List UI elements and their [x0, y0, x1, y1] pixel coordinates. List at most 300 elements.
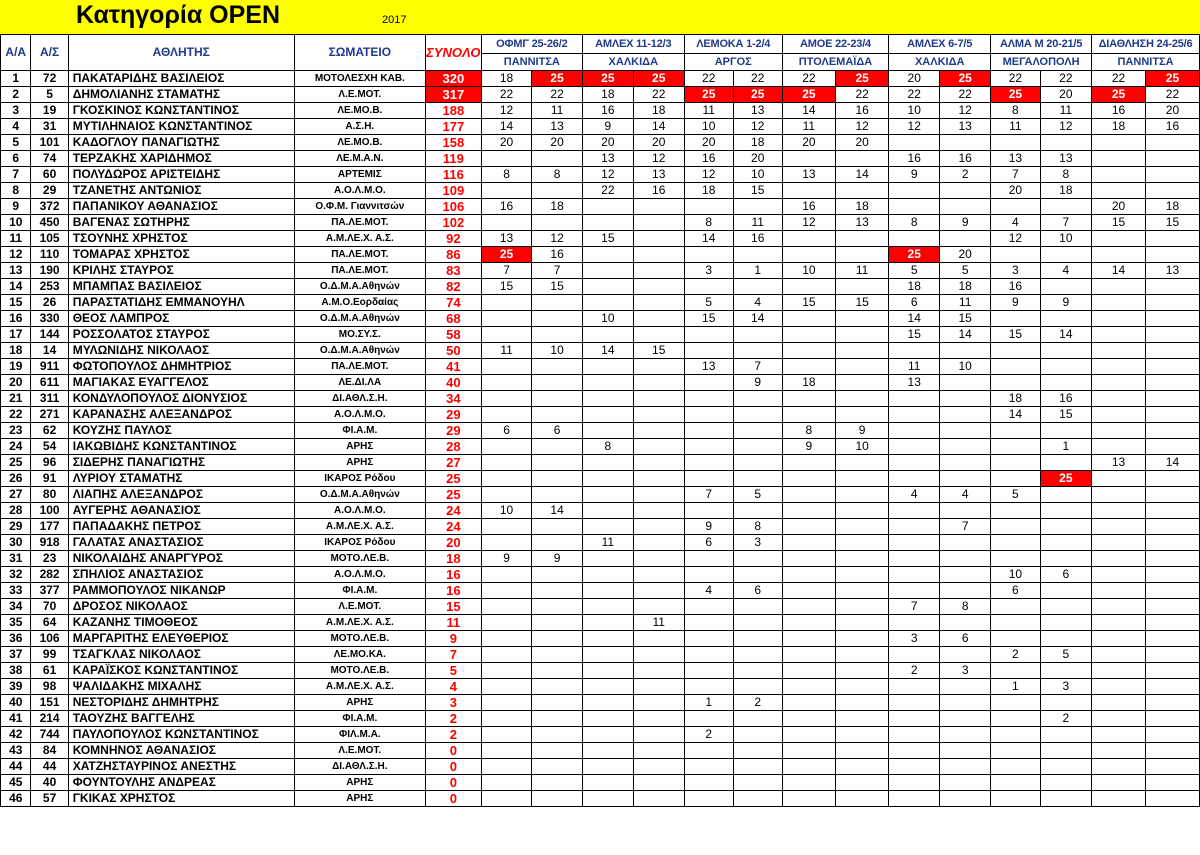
row-as-cell[interactable]: 611: [31, 375, 68, 391]
points-cell[interactable]: [1092, 279, 1146, 295]
points-cell[interactable]: [1040, 359, 1091, 375]
points-cell[interactable]: [1145, 311, 1199, 327]
club-cell[interactable]: ΠΑ.ΛΕ.ΜΟΤ.: [294, 215, 425, 231]
points-cell[interactable]: 1: [684, 695, 733, 711]
points-cell[interactable]: [481, 519, 532, 535]
points-cell[interactable]: [684, 407, 733, 423]
points-cell[interactable]: [991, 759, 1041, 775]
club-cell[interactable]: Ο.Δ.Μ.Α.Αθηνών: [294, 311, 425, 327]
points-cell[interactable]: [733, 455, 782, 471]
points-cell[interactable]: [733, 279, 782, 295]
points-cell[interactable]: 5: [733, 487, 782, 503]
points-cell[interactable]: [633, 471, 684, 487]
points-cell[interactable]: [836, 567, 889, 583]
points-cell[interactable]: [633, 247, 684, 263]
points-cell[interactable]: 7: [889, 599, 940, 615]
points-cell[interactable]: [1145, 375, 1199, 391]
total-cell[interactable]: 320: [425, 71, 481, 87]
points-cell[interactable]: [1092, 183, 1146, 199]
row-aa-cell[interactable]: 24: [1, 439, 31, 455]
points-cell[interactable]: [940, 423, 991, 439]
row-as-cell[interactable]: 377: [31, 583, 68, 599]
header-event-3[interactable]: ΛΕΜΟΚΑ 1-2/4: [684, 35, 782, 54]
points-cell[interactable]: 13: [481, 231, 532, 247]
points-cell[interactable]: [582, 455, 633, 471]
athlete-name-cell[interactable]: ΜΥΤΙΛΗΝΑΙΟΣ ΚΩΝΣΤΑΝΤΙΝΟΣ: [68, 119, 294, 135]
points-cell[interactable]: [782, 615, 835, 631]
points-cell[interactable]: [684, 423, 733, 439]
points-cell[interactable]: [782, 727, 835, 743]
athlete-name-cell[interactable]: ΣΙΔΕΡΗΣ ΠΑΝΑΓΙΩΤΗΣ: [68, 455, 294, 471]
header-event-1[interactable]: ΟΦΜΓ 25-26/2: [481, 35, 582, 54]
points-cell[interactable]: [836, 647, 889, 663]
club-cell[interactable]: ΑΡΤΕΜΙΣ: [294, 167, 425, 183]
points-cell[interactable]: [532, 535, 583, 551]
total-cell[interactable]: 16: [425, 583, 481, 599]
points-cell[interactable]: 20: [1040, 87, 1091, 103]
points-cell[interactable]: [940, 679, 991, 695]
points-cell[interactable]: [481, 583, 532, 599]
total-cell[interactable]: 86: [425, 247, 481, 263]
club-cell[interactable]: Α.Μ.ΛΕ.Χ. Α.Σ.: [294, 519, 425, 535]
points-cell[interactable]: 8: [889, 215, 940, 231]
points-cell[interactable]: [940, 439, 991, 455]
points-cell[interactable]: [1092, 551, 1146, 567]
row-aa-cell[interactable]: 46: [1, 791, 31, 807]
points-cell[interactable]: 3: [684, 263, 733, 279]
points-cell[interactable]: [889, 471, 940, 487]
points-cell[interactable]: [782, 551, 835, 567]
row-as-cell[interactable]: 744: [31, 727, 68, 743]
points-cell[interactable]: [940, 135, 991, 151]
points-cell[interactable]: [991, 503, 1041, 519]
club-cell[interactable]: Α.Μ.ΛΕ.Χ. Α.Σ.: [294, 615, 425, 631]
row-as-cell[interactable]: 19: [31, 103, 68, 119]
points-cell[interactable]: [836, 519, 889, 535]
total-cell[interactable]: 5: [425, 663, 481, 679]
points-cell[interactable]: 9: [782, 439, 835, 455]
points-cell[interactable]: 22: [991, 71, 1041, 87]
row-as-cell[interactable]: 62: [31, 423, 68, 439]
points-cell[interactable]: [836, 231, 889, 247]
points-cell[interactable]: [1040, 343, 1091, 359]
points-cell[interactable]: 14: [1092, 263, 1146, 279]
points-cell[interactable]: [1092, 727, 1146, 743]
club-cell[interactable]: Λ.Ε.ΜΟΤ.: [294, 87, 425, 103]
total-cell[interactable]: 106: [425, 199, 481, 215]
points-cell[interactable]: 16: [991, 279, 1041, 295]
points-cell[interactable]: [782, 791, 835, 807]
points-cell[interactable]: 13: [1092, 455, 1146, 471]
total-cell[interactable]: 29: [425, 423, 481, 439]
header-total[interactable]: ΣΥΝΟΛΟ: [425, 35, 481, 71]
row-as-cell[interactable]: 91: [31, 471, 68, 487]
points-cell[interactable]: 12: [532, 231, 583, 247]
points-cell[interactable]: [836, 455, 889, 471]
total-cell[interactable]: 116: [425, 167, 481, 183]
points-cell[interactable]: [582, 663, 633, 679]
points-cell[interactable]: [481, 391, 532, 407]
club-cell[interactable]: ΠΑ.ΛΕ.ΜΟΤ.: [294, 359, 425, 375]
athlete-name-cell[interactable]: ΚΑΖΑΝΗΣ ΤΙΜΟΘΕΟΣ: [68, 615, 294, 631]
points-cell[interactable]: 16: [633, 183, 684, 199]
points-cell[interactable]: [782, 231, 835, 247]
points-cell[interactable]: 11: [582, 535, 633, 551]
points-cell[interactable]: 9: [733, 375, 782, 391]
points-cell[interactable]: 14: [684, 231, 733, 247]
points-cell[interactable]: 10: [836, 439, 889, 455]
points-cell[interactable]: [684, 631, 733, 647]
points-cell[interactable]: 22: [1145, 87, 1199, 103]
row-as-cell[interactable]: 96: [31, 455, 68, 471]
points-cell[interactable]: [481, 615, 532, 631]
points-cell[interactable]: [782, 519, 835, 535]
points-cell[interactable]: [782, 631, 835, 647]
points-cell[interactable]: 18: [836, 199, 889, 215]
points-cell[interactable]: [582, 599, 633, 615]
points-cell[interactable]: [582, 295, 633, 311]
points-cell[interactable]: 11: [633, 615, 684, 631]
points-cell[interactable]: [1040, 743, 1091, 759]
points-cell[interactable]: [633, 503, 684, 519]
athlete-name-cell[interactable]: ΝΙΚΟΛΑΙΔΗΣ ΑΝΑΡΓΥΡΟΣ: [68, 551, 294, 567]
points-cell[interactable]: [532, 183, 583, 199]
points-cell[interactable]: [733, 439, 782, 455]
header-location-3[interactable]: ΑΡΓΟΣ: [684, 54, 782, 71]
points-cell[interactable]: [684, 551, 733, 567]
points-cell[interactable]: [1040, 727, 1091, 743]
points-cell[interactable]: [1145, 503, 1199, 519]
points-cell[interactable]: [684, 455, 733, 471]
points-cell[interactable]: [582, 615, 633, 631]
points-cell[interactable]: [940, 759, 991, 775]
points-cell[interactable]: 11: [940, 295, 991, 311]
points-cell[interactable]: [1145, 279, 1199, 295]
points-cell[interactable]: [733, 743, 782, 759]
row-aa-cell[interactable]: 43: [1, 743, 31, 759]
total-cell[interactable]: 92: [425, 231, 481, 247]
points-cell[interactable]: 11: [481, 343, 532, 359]
points-cell[interactable]: [836, 631, 889, 647]
points-cell[interactable]: 8: [481, 167, 532, 183]
points-cell[interactable]: 16: [1145, 119, 1199, 135]
points-cell[interactable]: [1145, 343, 1199, 359]
points-cell[interactable]: [532, 359, 583, 375]
points-cell[interactable]: 25: [633, 71, 684, 87]
row-as-cell[interactable]: 271: [31, 407, 68, 423]
club-cell[interactable]: ΛΕ.ΜΟ.ΚΑ.: [294, 647, 425, 663]
row-as-cell[interactable]: 190: [31, 263, 68, 279]
header-location-6[interactable]: ΜΕΓΑΛΟΠΟΛΗ: [991, 54, 1092, 71]
total-cell[interactable]: 11: [425, 615, 481, 631]
points-cell[interactable]: [782, 647, 835, 663]
club-cell[interactable]: ΛΕ.Μ.Α.Ν.: [294, 151, 425, 167]
points-cell[interactable]: [889, 343, 940, 359]
points-cell[interactable]: [733, 551, 782, 567]
points-cell[interactable]: 18: [782, 375, 835, 391]
points-cell[interactable]: [991, 199, 1041, 215]
points-cell[interactable]: [633, 263, 684, 279]
points-cell[interactable]: [889, 647, 940, 663]
points-cell[interactable]: [1145, 439, 1199, 455]
points-cell[interactable]: [940, 775, 991, 791]
points-cell[interactable]: [582, 359, 633, 375]
points-cell[interactable]: [532, 519, 583, 535]
points-cell[interactable]: [633, 391, 684, 407]
points-cell[interactable]: [633, 311, 684, 327]
points-cell[interactable]: [481, 647, 532, 663]
points-cell[interactable]: 22: [889, 87, 940, 103]
points-cell[interactable]: [940, 407, 991, 423]
points-cell[interactable]: [532, 775, 583, 791]
points-cell[interactable]: [633, 359, 684, 375]
points-cell[interactable]: 20: [582, 135, 633, 151]
club-cell[interactable]: ΠΑ.ΛΕ.ΜΟΤ.: [294, 263, 425, 279]
total-cell[interactable]: 102: [425, 215, 481, 231]
row-aa-cell[interactable]: 2: [1, 87, 31, 103]
points-cell[interactable]: 11: [733, 215, 782, 231]
row-aa-cell[interactable]: 1: [1, 71, 31, 87]
points-cell[interactable]: [481, 311, 532, 327]
points-cell[interactable]: [1092, 535, 1146, 551]
points-cell[interactable]: [1145, 471, 1199, 487]
header-event-6[interactable]: ΑΛΜΑ Μ 20-21/5: [991, 35, 1092, 54]
total-cell[interactable]: 177: [425, 119, 481, 135]
points-cell[interactable]: [1092, 231, 1146, 247]
points-cell[interactable]: [836, 535, 889, 551]
points-cell[interactable]: 13: [940, 119, 991, 135]
points-cell[interactable]: [633, 295, 684, 311]
points-cell[interactable]: [633, 743, 684, 759]
points-cell[interactable]: [1040, 247, 1091, 263]
points-cell[interactable]: 16: [1092, 103, 1146, 119]
points-cell[interactable]: [1145, 791, 1199, 807]
points-cell[interactable]: 11: [782, 119, 835, 135]
points-cell[interactable]: [684, 247, 733, 263]
points-cell[interactable]: [532, 455, 583, 471]
points-cell[interactable]: 18: [733, 135, 782, 151]
row-aa-cell[interactable]: 38: [1, 663, 31, 679]
total-cell[interactable]: 0: [425, 775, 481, 791]
points-cell[interactable]: [836, 359, 889, 375]
points-cell[interactable]: [1145, 135, 1199, 151]
points-cell[interactable]: [633, 279, 684, 295]
points-cell[interactable]: 25: [481, 247, 532, 263]
points-cell[interactable]: [889, 743, 940, 759]
points-cell[interactable]: 20: [889, 71, 940, 87]
points-cell[interactable]: 4: [940, 487, 991, 503]
points-cell[interactable]: 9: [532, 551, 583, 567]
points-cell[interactable]: 9: [889, 167, 940, 183]
points-cell[interactable]: 15: [1040, 407, 1091, 423]
points-cell[interactable]: 22: [940, 87, 991, 103]
header-location-5[interactable]: ΧΑΛΚΙΔΑ: [889, 54, 991, 71]
points-cell[interactable]: 15: [1092, 215, 1146, 231]
points-cell[interactable]: [1145, 359, 1199, 375]
points-cell[interactable]: 6: [733, 583, 782, 599]
points-cell[interactable]: 12: [782, 215, 835, 231]
points-cell[interactable]: [532, 759, 583, 775]
points-cell[interactable]: [733, 663, 782, 679]
points-cell[interactable]: [836, 247, 889, 263]
points-cell[interactable]: [633, 695, 684, 711]
points-cell[interactable]: 11: [991, 119, 1041, 135]
points-cell[interactable]: [782, 311, 835, 327]
points-cell[interactable]: 10: [532, 343, 583, 359]
points-cell[interactable]: [532, 151, 583, 167]
points-cell[interactable]: [782, 391, 835, 407]
points-cell[interactable]: [733, 615, 782, 631]
points-cell[interactable]: 5: [940, 263, 991, 279]
points-cell[interactable]: 1: [991, 679, 1041, 695]
points-cell[interactable]: [532, 471, 583, 487]
points-cell[interactable]: [1040, 551, 1091, 567]
points-cell[interactable]: [889, 567, 940, 583]
points-cell[interactable]: [481, 599, 532, 615]
row-aa-cell[interactable]: 36: [1, 631, 31, 647]
club-cell[interactable]: Ο.Δ.Μ.Α.Αθηνών: [294, 343, 425, 359]
points-cell[interactable]: 13: [684, 359, 733, 375]
row-aa-cell[interactable]: 40: [1, 695, 31, 711]
points-cell[interactable]: [684, 663, 733, 679]
total-cell[interactable]: 119: [425, 151, 481, 167]
points-cell[interactable]: 15: [940, 311, 991, 327]
row-aa-cell[interactable]: 6: [1, 151, 31, 167]
points-cell[interactable]: 11: [684, 103, 733, 119]
points-cell[interactable]: [633, 423, 684, 439]
points-cell[interactable]: [889, 775, 940, 791]
points-cell[interactable]: [836, 311, 889, 327]
points-cell[interactable]: [733, 679, 782, 695]
points-cell[interactable]: [684, 391, 733, 407]
row-as-cell[interactable]: 151: [31, 695, 68, 711]
points-cell[interactable]: 16: [684, 151, 733, 167]
points-cell[interactable]: 7: [991, 167, 1041, 183]
points-cell[interactable]: [684, 503, 733, 519]
row-aa-cell[interactable]: 35: [1, 615, 31, 631]
header-club[interactable]: ΣΩΜΑΤΕΙΟ: [294, 35, 425, 71]
points-cell[interactable]: [782, 247, 835, 263]
athlete-name-cell[interactable]: ΠΑΠΑΔΑΚΗΣ ΠΕΤΡΟΣ: [68, 519, 294, 535]
points-cell[interactable]: [684, 711, 733, 727]
points-cell[interactable]: [1040, 775, 1091, 791]
points-cell[interactable]: 7: [1040, 215, 1091, 231]
athlete-name-cell[interactable]: ΓΑΛΑΤΑΣ ΑΝΑΣΤΑΣΙΟΣ: [68, 535, 294, 551]
points-cell[interactable]: 4: [1040, 263, 1091, 279]
points-cell[interactable]: [1145, 775, 1199, 791]
row-aa-cell[interactable]: 41: [1, 711, 31, 727]
points-cell[interactable]: [940, 503, 991, 519]
row-as-cell[interactable]: 84: [31, 743, 68, 759]
points-cell[interactable]: 14: [1040, 327, 1091, 343]
points-cell[interactable]: [782, 663, 835, 679]
total-cell[interactable]: 50: [425, 343, 481, 359]
points-cell[interactable]: [1145, 391, 1199, 407]
athlete-name-cell[interactable]: ΛΥΡΙΟΥ ΣΤΑΜΑΤΗΣ: [68, 471, 294, 487]
points-cell[interactable]: [1040, 663, 1091, 679]
points-cell[interactable]: 12: [633, 151, 684, 167]
points-cell[interactable]: [532, 311, 583, 327]
row-as-cell[interactable]: 14: [31, 343, 68, 359]
points-cell[interactable]: [733, 759, 782, 775]
athlete-name-cell[interactable]: ΓΚΙΚΑΣ ΧΡΗΣΤΟΣ: [68, 791, 294, 807]
row-as-cell[interactable]: 214: [31, 711, 68, 727]
points-cell[interactable]: 22: [633, 87, 684, 103]
points-cell[interactable]: 13: [782, 167, 835, 183]
points-cell[interactable]: [836, 583, 889, 599]
points-cell[interactable]: [782, 407, 835, 423]
row-aa-cell[interactable]: 15: [1, 295, 31, 311]
row-aa-cell[interactable]: 42: [1, 727, 31, 743]
points-cell[interactable]: [684, 343, 733, 359]
points-cell[interactable]: 20: [1092, 199, 1146, 215]
points-cell[interactable]: [633, 375, 684, 391]
points-cell[interactable]: 6: [940, 631, 991, 647]
points-cell[interactable]: [991, 519, 1041, 535]
points-cell[interactable]: 20: [940, 247, 991, 263]
points-cell[interactable]: [836, 663, 889, 679]
points-cell[interactable]: 3: [991, 263, 1041, 279]
points-cell[interactable]: 20: [684, 135, 733, 151]
points-cell[interactable]: 20: [733, 151, 782, 167]
points-cell[interactable]: 25: [991, 87, 1041, 103]
points-cell[interactable]: [1092, 247, 1146, 263]
points-cell[interactable]: [633, 567, 684, 583]
row-aa-cell[interactable]: 32: [1, 567, 31, 583]
points-cell[interactable]: [633, 407, 684, 423]
points-cell[interactable]: 15: [782, 295, 835, 311]
club-cell[interactable]: ΜΟ.ΣΥ.Σ.: [294, 327, 425, 343]
points-cell[interactable]: 5: [991, 487, 1041, 503]
athlete-name-cell[interactable]: ΠΑΠΑΝΙΚΟΥ ΑΘΑΝΑΣΙΟΣ: [68, 199, 294, 215]
athlete-name-cell[interactable]: ΡΑΜΜΟΠΟΥΛΟΣ ΝΙΚΑΝΩΡ: [68, 583, 294, 599]
points-cell[interactable]: [1145, 407, 1199, 423]
points-cell[interactable]: 3: [733, 535, 782, 551]
points-cell[interactable]: [733, 471, 782, 487]
points-cell[interactable]: [582, 567, 633, 583]
points-cell[interactable]: [532, 215, 583, 231]
row-aa-cell[interactable]: 37: [1, 647, 31, 663]
points-cell[interactable]: [1092, 343, 1146, 359]
points-cell[interactable]: [633, 439, 684, 455]
row-as-cell[interactable]: 61: [31, 663, 68, 679]
athlete-name-cell[interactable]: ΘΕΟΣ ΛΑΜΠΡΟΣ: [68, 311, 294, 327]
points-cell[interactable]: 20: [633, 135, 684, 151]
points-cell[interactable]: [1092, 567, 1146, 583]
row-aa-cell[interactable]: 26: [1, 471, 31, 487]
points-cell[interactable]: [633, 327, 684, 343]
points-cell[interactable]: [1040, 791, 1091, 807]
points-cell[interactable]: 7: [733, 359, 782, 375]
total-cell[interactable]: 24: [425, 503, 481, 519]
athlete-name-cell[interactable]: ΚΑΡΑΝΑΣΗΣ ΑΛΕΞΑΝΔΡΟΣ: [68, 407, 294, 423]
points-cell[interactable]: [633, 199, 684, 215]
points-cell[interactable]: [782, 759, 835, 775]
athlete-name-cell[interactable]: ΔΗΜΟΛΙΑΝΗΣ ΣΤΑΜΑΤΗΣ: [68, 87, 294, 103]
total-cell[interactable]: 15: [425, 599, 481, 615]
total-cell[interactable]: 20: [425, 535, 481, 551]
points-cell[interactable]: 18: [940, 279, 991, 295]
points-cell[interactable]: [1092, 311, 1146, 327]
points-cell[interactable]: 13: [532, 119, 583, 135]
points-cell[interactable]: [836, 471, 889, 487]
total-cell[interactable]: 4: [425, 679, 481, 695]
points-cell[interactable]: [1145, 423, 1199, 439]
points-cell[interactable]: 18: [1145, 199, 1199, 215]
points-cell[interactable]: 14: [633, 119, 684, 135]
points-cell[interactable]: [1145, 583, 1199, 599]
row-aa-cell[interactable]: 27: [1, 487, 31, 503]
